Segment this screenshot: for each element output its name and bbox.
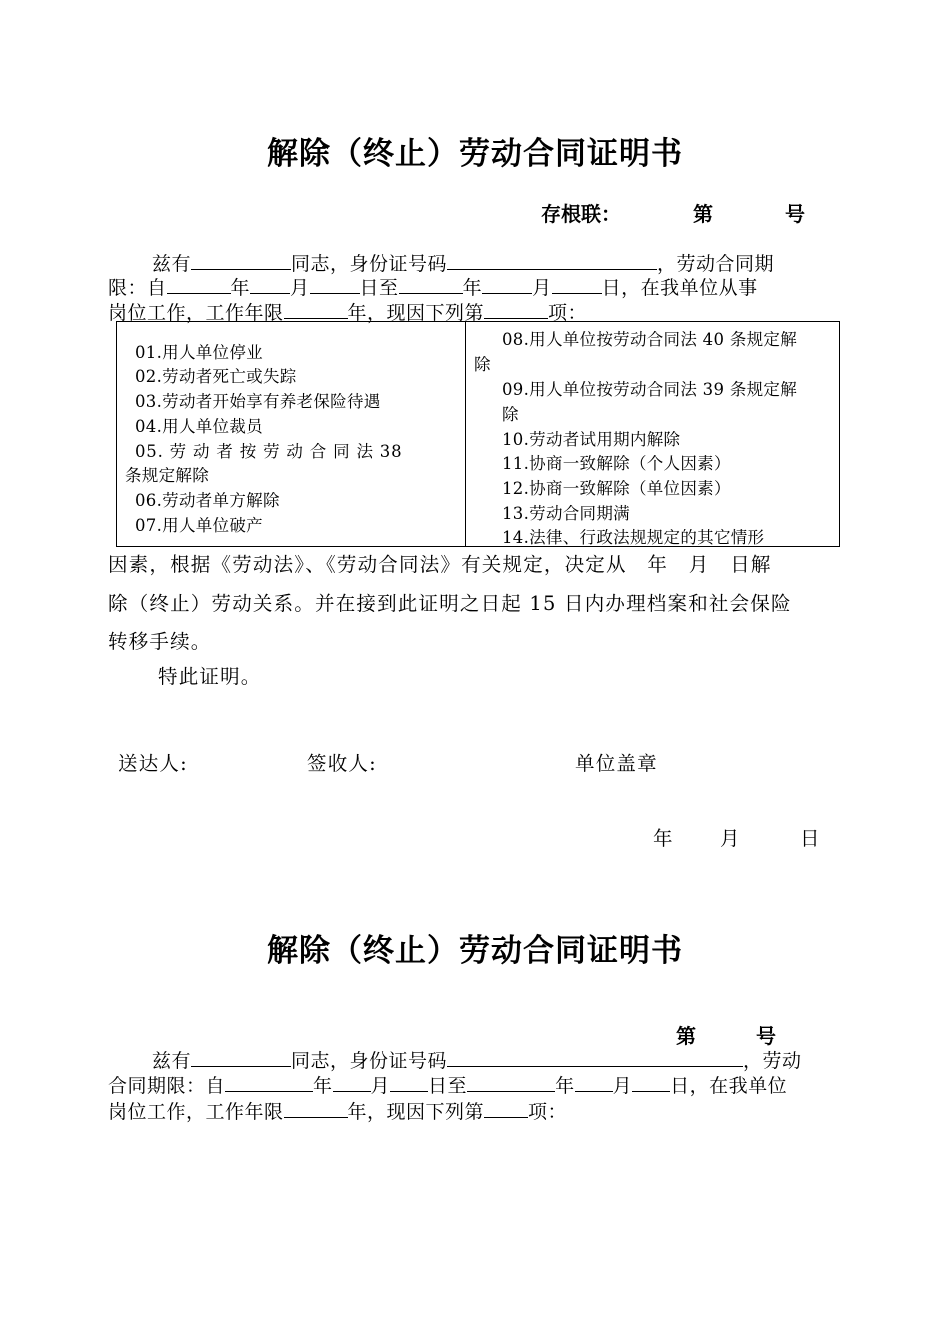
start-day-blank[interactable] xyxy=(390,1074,428,1092)
reason-05: 05. 劳 动 者 按 劳 动 合 同 法 38 xyxy=(135,442,403,461)
item-number-blank[interactable] xyxy=(484,301,548,319)
reason-06: 06.劳动者单方解除 xyxy=(135,491,280,510)
text: 年，现因下列第 xyxy=(347,1101,485,1123)
text: ，劳动合同期 xyxy=(657,253,775,275)
stub-label: 存根联： xyxy=(541,202,621,226)
end-day-blank[interactable] xyxy=(552,276,602,294)
start-year-blank[interactable] xyxy=(225,1074,313,1092)
text: 日至 xyxy=(428,1075,468,1097)
date-day: 日 xyxy=(800,827,821,850)
text: 岗位工作，工作年限 xyxy=(108,302,284,324)
body-paragraph-2: 除（终止）劳动关系。并在接到此证明之日起 15 日内办理档案和社会保险 xyxy=(108,592,792,615)
end-year-blank[interactable] xyxy=(399,276,463,294)
years-blank[interactable] xyxy=(284,301,348,319)
end-month-blank[interactable] xyxy=(575,1074,613,1092)
text: 兹有 xyxy=(152,1050,192,1072)
text: 年 xyxy=(462,277,483,299)
text: 年 xyxy=(555,1075,575,1097)
form2-line-2 xyxy=(108,1071,846,1098)
id-number-blank[interactable] xyxy=(447,252,657,270)
item-number-blank[interactable] xyxy=(484,1100,528,1118)
form2-title: 解除（终止）劳动合同证明书 xyxy=(267,933,683,969)
deliverer-label: 送达人: xyxy=(118,752,188,775)
seal-label: 单位盖章 xyxy=(575,752,658,775)
form2-number-prefix: 第 xyxy=(676,1024,696,1048)
text: 月 xyxy=(612,1075,633,1097)
reason-02: 02.劳动者死亡或失踪 xyxy=(135,367,297,386)
reason-08-cont: 除 xyxy=(474,355,491,374)
text: 日，在我单位 xyxy=(670,1075,788,1097)
reason-09: 09.用人单位按劳动合同法 39 条规定解 xyxy=(502,380,798,399)
text: ，劳动 xyxy=(743,1050,802,1072)
text: 同志，身份证号码 xyxy=(291,1050,448,1072)
form2-line-1 xyxy=(108,1046,846,1073)
reason-09-cont: 除 xyxy=(502,405,519,424)
reason-07: 07.用人单位破产 xyxy=(135,516,263,535)
form2-line-3 xyxy=(108,1097,846,1124)
text: 合同期限：自 xyxy=(108,1075,226,1097)
body-paragraph-1: 因素，根据《劳动法》、《劳动合同法》有关规定，决定从 年 月 日解 xyxy=(108,553,772,576)
reason-08: 08.用人单位按劳动合同法 40 条规定解 xyxy=(502,330,798,349)
years-blank[interactable] xyxy=(284,1100,348,1118)
name-blank[interactable] xyxy=(191,1049,291,1067)
text: 月 xyxy=(532,277,552,299)
text: 限：自 xyxy=(108,277,167,299)
start-month-blank[interactable] xyxy=(333,1074,371,1092)
text: 月 xyxy=(370,1075,391,1097)
date-month: 月 xyxy=(720,827,741,850)
text: 年 xyxy=(313,1075,333,1097)
end-year-blank[interactable] xyxy=(467,1074,555,1092)
text: 项： xyxy=(528,1101,568,1123)
reasons-table xyxy=(116,321,840,547)
reason-10: 10.劳动者试用期内解除 xyxy=(502,430,681,449)
start-year-blank[interactable] xyxy=(167,276,231,294)
end-month-blank[interactable] xyxy=(482,276,532,294)
form1-line-1 xyxy=(108,249,846,276)
text: 岗位工作，工作年限 xyxy=(108,1101,284,1123)
text: 年 xyxy=(230,277,251,299)
text: 兹有 xyxy=(152,253,192,275)
end-day-blank[interactable] xyxy=(632,1074,670,1092)
text: 月 xyxy=(290,277,310,299)
text: 同志，身份证号码 xyxy=(291,253,448,275)
id-number-blank[interactable] xyxy=(447,1049,743,1067)
text: 日，在我单位从事 xyxy=(601,277,758,299)
reason-13: 13.劳动合同期满 xyxy=(502,504,630,523)
reason-05-cont: 条规定解除 xyxy=(125,466,209,485)
certify-text: 特此证明。 xyxy=(158,665,262,688)
start-month-blank[interactable] xyxy=(250,276,290,294)
form2-number-suffix: 号 xyxy=(756,1024,776,1048)
reason-03: 03.劳动者开始享有养老保险待遇 xyxy=(135,392,381,411)
start-day-blank[interactable] xyxy=(310,276,360,294)
name-blank[interactable] xyxy=(191,252,291,270)
reason-01: 01.用人单位停业 xyxy=(135,343,263,362)
reason-12: 12.协商一致解除（单位因素） xyxy=(502,479,731,498)
receiver-label: 签收人: xyxy=(307,752,377,775)
date-year: 年 xyxy=(653,827,674,850)
column-divider xyxy=(465,322,466,546)
reason-14: 14.法律、行政法规规定的其它情形 xyxy=(502,528,765,547)
form1-line-2 xyxy=(108,273,846,300)
text: 项： xyxy=(548,302,588,324)
number-suffix: 号 xyxy=(785,202,805,226)
text: 日至 xyxy=(359,277,399,299)
form1-title: 解除（终止）劳动合同证明书 xyxy=(267,136,683,172)
reason-11: 11.协商一致解除（个人因素） xyxy=(502,454,731,473)
body-paragraph-3: 转移手续。 xyxy=(108,630,212,653)
reason-04: 04.用人单位裁员 xyxy=(135,417,263,436)
number-prefix: 第 xyxy=(693,202,713,226)
text: 年，现因下列第 xyxy=(347,302,485,324)
